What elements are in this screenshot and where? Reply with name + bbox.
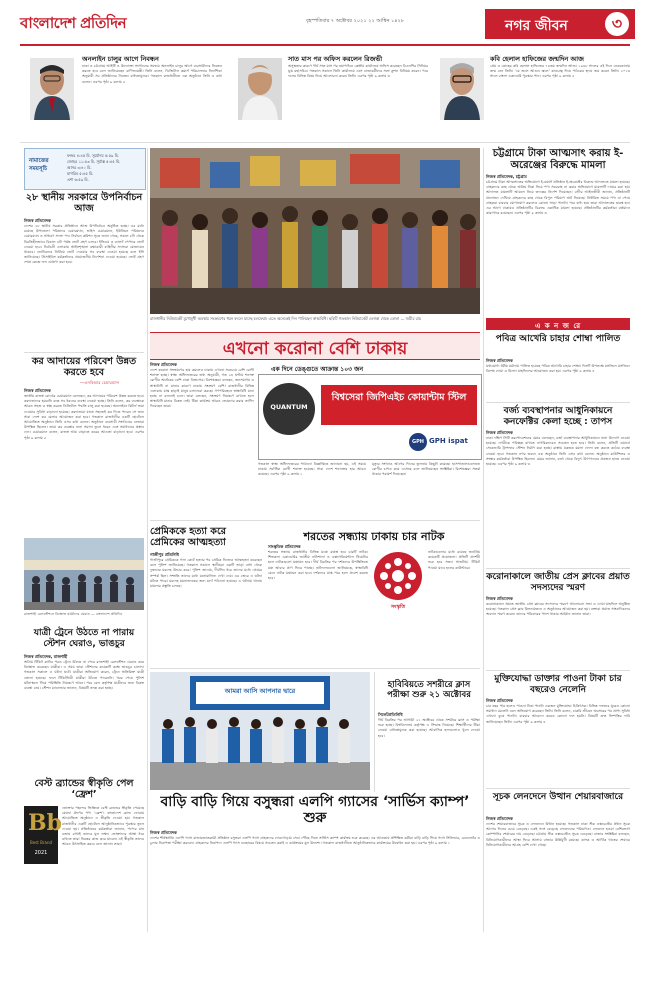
gph-name: GPH ispat bbox=[429, 437, 468, 445]
train-headline: যাত্রী ট্রেনে উঠতে না পারায় স্টেশন ঘেরাও, ভাঙচুর bbox=[33, 628, 135, 649]
share-body: দেশের শেয়ারবাজারে সূচক ও লেনদেনে উত্থান হয়েছে। গতকাল ঢাকা স্টক এক্সচেঞ্জের প্রধান সূচক আগের দিনের চেয়ে বেড়েছে। একই সঙ্গে বেড়েছে লেনদেনের পরিমাণও। লেনদেন হওয়া বেশিরভাগ কোম্পানির শেয়ারের দাম বেড়েছে। চট্টগ্রাম স্টক এক্সচেঞ্জেও সূচক বেড়েছে। বাজার সংশ্লিষ্টরা বলছেন, বিনিয়োগকারীদের আস্থা ফিরে আসায় বাজার ঊর্ধ্বমুখী রয়েছে। ব্যাংক ও আর্থিক খাতের শেয়ারে বিনিয়োগকারীদের আগ্রহ বেশি দেখা গেছে। bbox=[486, 822, 630, 847]
prayer-heading: নামাজের সময়সূচি bbox=[29, 158, 49, 172]
lover-body: গাজীপুরে প্রেমিককে গলা কেটে হত্যার পর প্রেমিক নিজেও আত্মহত্যা করেছেন বলে পুলিশ জানিয়েছে। গতকাল সকালে স্থানীয়রা একটি ভাড়া বাসা থেকে দুজনের মরদেহ উদ্ধার করে। পুলিশ জানায়, দীর্ঘদিন ধরে তাদের মধ্যে প্রেমের সম্পর্ক ছিল। সম্প্রতি তাদের মধ্যে মনোমালিন্য দেখা দেয়। এর জেরে এ ঘটনা ঘটতে পারে। মরদেহ ময়নাতদন্তের জন্য মর্গে পাঠানো হয়েছে। এ ঘটনায় থানায় মামলার প্রস্তুতি চলছে। bbox=[150, 558, 262, 589]
badge-year: 2021 bbox=[34, 850, 48, 856]
quantum-ad-slogan: বিশ্বসেরা জিপিএইচ কোয়ান্টাম স্টিল bbox=[331, 392, 467, 403]
column-rule bbox=[147, 148, 148, 932]
byline: নিজস্ব প্রতিবেদক bbox=[486, 816, 513, 821]
byline: সিলেটপ্রতিনিধি bbox=[378, 712, 403, 717]
badge-letter: Bb bbox=[28, 810, 62, 836]
byline: গাজীপুর প্রতিনিধি bbox=[150, 552, 179, 557]
divider bbox=[24, 352, 144, 353]
lpg-body: দেশের শীর্ষস্থানীয় এলপি গ্যাস বাজারজাতকারী প্রতিষ্ঠান বসুন্ধরা এলপি গ্যাস গ্রাহকদের দোরগোড়ায় সেবা পৌঁছে দিতে সার্ভিস ক্যাম্প কার্যক্রম শুরু করেছে। এর আওতায় প্রশিক্ষিত কর্মীরা বাড়ি বাড়ি গিয়ে গ্যাস সিলিন্ডার, রেগুলেটর ও চুলার নিরাপত্তা পরীক্ষা করবেন। গ্রাহকদের নিরাপদে এলপি গ্যাস ব্যবহারের বিষয়ে সচেতন করাই এ কার্যক্রমের মূল উদ্দেশ্য। গতকাল রাজধানীতে আনুষ্ঠানিকভাবে কার্যক্রমের উদ্বোধন করা হয়। এরপর পৃষ্ঠা ৯ কলাম ১ bbox=[150, 836, 480, 846]
corona-headline: এখনো করোনা বেশি ঢাকায় bbox=[222, 339, 408, 359]
divider bbox=[486, 670, 630, 671]
prayer-row: জোহর ১১:৫৩ মি. সূর্যাস্ত ৫:৪৫ মি. bbox=[67, 159, 121, 164]
page-number: ৩ bbox=[605, 12, 629, 36]
hajiganj-headline: হাবিবিয়তে সশরীরে ক্লাস পরীক্ষা শুরু ২১ অক্টোবর bbox=[387, 680, 471, 700]
portrait-photo bbox=[30, 58, 74, 120]
corona-body-1: দেশে করোনা সংক্রমণের হার কমলেও ঢাকায় এখনো সবচেয়ে বেশি রোগী শনাক্ত হচ্ছে। স্বাস্থ্য অধিদফতরের তথ্য অনুযায়ী, গত ২৪ ঘণ্টায় শনাক্ত রোগীর অর্ধেকের বেশি ঢাকা বিভাগের। বিশেষজ্ঞরা বলছেন, জনসমাগম ও স্বাস্থ্যবিধি না মানার কারণে ঢাকায় সংক্রমণ বেশি। রাজধানীর বিভিন্ন এলাকায় মাস্ক ছাড়াই মানুষ চলাফেরা করছে। গণপরিবহনে স্বাস্থ্যবিধি মানা হচ্ছে না বললেই চলে। তারা বলছেন, সংক্রমণ নিয়ন্ত্রণে রাখতে হলে স্বাস্থ্যবিধি মানার বিকল্প নেই। টিকা কার্যক্রম আরও জোরদার করার তাগিদ দিয়েছেন তারা। bbox=[150, 368, 254, 409]
share-headline: সূচক লেনদেনে উত্থান শেয়ারবাজারে bbox=[492, 792, 624, 802]
sanskriti-emblem bbox=[372, 550, 424, 614]
byline: নিজস্ব প্রতিবেদক bbox=[150, 830, 177, 835]
byline: নিজস্ব প্রতিবেদক, রাজশাহী bbox=[24, 654, 68, 659]
top-article-3-body: প্রেম ও দ্রোহের কবি হেলাল হাফিজের ৭৪তম জন্মদিন আজ। ১৯৪৮ সালের এই দিনে নেত্রকোনায় জন্ম নেন তিনি। ‘যে জলে আগুন জ্বলে’ কাব্যগ্রন্থ দিয়ে পাঠকের হৃদয় জয় করেন তিনি। ২০১৩ সালে বাংলা একাডেমি পুরস্কার পান। এরপর পৃষ্ঠা ৯ কলাম ৫ bbox=[490, 64, 630, 79]
byline: সাংস্কৃতিক প্রতিবেদক bbox=[268, 544, 301, 549]
top-headline-1: অনলাইন চালুর আগে নিবন্ধন bbox=[82, 55, 159, 63]
market-caption: রাজধানীর নিউমার্কেট মুখোমুখী অবস্থায় সংক্রমণের ধরন বদলে যাচ্ছে চলফেরা। এতে অনেকেই দিন পালিছেন স্বাস্থ্যবিধি। ছবিটি গতকাল নিউমার্কেট এলাকা থেকে তোলা — জয়ীর রায় bbox=[150, 316, 422, 321]
lpg-banner-text: আমরা আসি আপনার দ্বারে bbox=[224, 687, 296, 695]
divider bbox=[486, 568, 630, 569]
divider bbox=[150, 668, 480, 669]
tax-body: জাতীয় রাজস্ব বোর্ডের চেয়ারম্যান বলেছেন, কর আদায়ের পরিবেশ উন্নত করতে হবে। করদাতাদের হয়রানি বন্ধে সব ধরনের ব্যবস্থা নেওয়া হচ্ছে। তিনি বলেন, কর ব্যবস্থাকে আরও সহজ ও স্বচ্ছ করতে ডিজিটাল পদ্ধতি চালু করা হয়েছে। অনলাইনে রিটার্ন জমা দেওয়ার সুবিধা বাড়ানো হয়েছে। করদাতারা যাতে সহজেই কর দিতে পারেন সে জন্য সারা দেশে কর মেলার আয়োজন করা হবে। গতকাল রাজধানীর একটি হোটেলে আয়োজিত অনুষ্ঠানে তিনি এসব কথা বলেন। অনুষ্ঠানে ব্যবসায়ী সংগঠনের নেতারা উপস্থিত ছিলেন। তারা কর ব্যবস্থার নানা সমস্যা তুলে ধরেন এবং সমাধানের প্রস্তাব দেন। চেয়ারম্যান বলেন, রাজস্ব আয় বাড়াতে করের আওতা বাড়ানো হবে। এরপর পৃষ্ঠা ৯ কলাম ৫ bbox=[24, 394, 144, 440]
eorange-body: চট্টগ্রামে টাকা আত্মসাতের অভিযোগে ই-কমার্স প্রতিষ্ঠান ই-অরেঞ্জের বিরুদ্ধে আদালতে মামলা হয়েছে। গ্রাহকদের কাছ থেকে অগ্রিম টাকা নিয়ে পণ্য সরবরাহ না করার অভিযোগে মামলাটি দায়ের করা হয়। আদালত মামলাটি আমলে নিয়ে তদন্তের নির্দেশ দিয়েছেন। বাদীর আইনজীবী জানান, প্রতিষ্ঠানটি প্রলোভন দেখিয়ে গ্রাহকদের কাছ থেকে বিপুল পরিমাণ অর্থ নিয়েছে। নির্ধারিত সময়ে পণ্য না পেয়ে গ্রাহকরা বারবার যোগাযোগ করলেও কোনো সাড়া পাননি। পরে বাধ্য হয়ে তারা আদালতের দ্বারস্থ হন। এর আগে ঢাকায়ও প্রতিষ্ঠানটির বিরুদ্ধে একাধিক মামলা হয়েছে। প্রতিষ্ঠানটির কর্মকর্তারা বর্তমানে কারাগারে রয়েছেন। এরপর পৃষ্ঠা ৯ কলাম ৩ bbox=[486, 180, 630, 216]
train-body: অগ্রিম টিকিট কাটার পরও ট্রেনে উঠতে না পেরে রাজশাহী রেলস্টেশন ঘেরাও করে বিক্ষোভ করেছেন যাত্রীরা। এ সময় তারা স্টেশনের কয়েকটি কক্ষে ভাঙচুর চালান। গতকাল সকালে এ ঘটনা ঘটে। যাত্রীরা অভিযোগ করেন, ট্রেনে অতিরিক্ত যাত্রী তোলা হয়েছে। ফলে টিকিটধারী যাত্রীরা উঠতে পারেননি। খবর পেয়ে পুলিশ ঘটনাস্থলে গিয়ে পরিস্থিতি নিয়ন্ত্রণে আনে। পরে রেল কর্তৃপক্ষ যাত্রীদের জন্য বিকল্প ব্যবস্থা নেয়। স্টেশন ম্যানেজার জানান, বিষয়টি তদন্ত করা হচ্ছে। bbox=[24, 660, 144, 691]
prayer-times bbox=[67, 153, 143, 183]
pobitra-body: যথাযোগ্য ধর্মীয় মর্যাদায় পালিত হয়েছে পবিত্র আখেরি চাহার শোম্বা। দিনটি উপলক্ষে মসজিদে মসজিদে বিশেষ দোয়া ও মিলাদ মাহফিলের আয়োজন করা হয়। এরপর পৃষ্ঠা ৯ কলাম ৪ bbox=[486, 364, 630, 374]
freedom-headline: মুক্তিযোদ্ধা ডাক্তার পাওনা টাকা চার বছরেও নেলেনি bbox=[494, 674, 622, 695]
tax-quote: —এনবিআর চেয়ারম্যান bbox=[80, 380, 120, 385]
market-photo bbox=[150, 148, 480, 314]
issue-date: বৃহস্পতিবার ৭ অক্টোবর ২০২১ ২২ আশ্বিন ১৪২৮ bbox=[305, 18, 405, 24]
masthead bbox=[0, 0, 650, 46]
top-article-1-body: ঢাকা ও চট্টগ্রামে আইটি ও উদ্যোক্তা সংগঠনের সমন্বয়ে অনলাইন চালুর আগে ব্যবসায়ীদের নিবন্ধন করতে হবে বলে জানিয়েছেন বাণিজ্যমন্ত্রী। তিনি বলেন, ডিজিটাল কমার্স পরিচালনার নির্দেশিকা অনুযায়ী সব প্রতিষ্ঠানের নিবন্ধন বাধ্যতামূলক। গতকাল রাজধানীতে এক অনুষ্ঠানে তিনি এ কথা বলেন। এরপর পৃষ্ঠা ৯ কলাম ৫ bbox=[82, 64, 222, 84]
prayer-row: ফজর ৪:৪৫ মি. সূর্যোদয় ৫:৫৯ মি. bbox=[67, 153, 119, 158]
column-rule bbox=[374, 672, 375, 792]
pobitra-headline: পবিত্র আখেরি চাহার শোম্বা পালিত bbox=[495, 334, 621, 344]
kanaj-bar bbox=[486, 318, 630, 330]
prayer-row: এশা ৬:৫৯ মি. bbox=[67, 177, 89, 182]
byline: নিজস্ব প্রতিবেদক bbox=[486, 698, 513, 703]
byline: নিজস্ব প্রতিবেদক bbox=[150, 362, 177, 367]
corona-banner bbox=[150, 332, 480, 360]
byline: নিজস্ব প্রতিবেদক bbox=[24, 388, 51, 393]
corona-body-2: গতকাল স্বাস্থ্য অধিদফতরের পাঠানো বিজ্ঞপ্তিতে জানানো হয়, এই সময়ে ঢাকায় সর্বাধিক রোগী শনাক্ত হয়েছে। সারা দেশে শনাক্তের হার আরও কমেছে। এরপর পৃষ্ঠা ৯ কলাম ১ bbox=[258, 462, 366, 477]
section-title: নগর জীবন bbox=[505, 18, 568, 34]
top-row-divider bbox=[20, 142, 630, 143]
pel-headline: বেস্ট ব্র্যান্ডের স্বীকৃতি পেল ‘ফ্রেশ’ bbox=[34, 778, 134, 800]
quantum-ad bbox=[258, 374, 482, 460]
local-election-headline: ২৮ স্থানীয় সরকারে উপনির্বাচন আজ bbox=[25, 192, 143, 214]
sanskriti-label: সংস্কৃতি bbox=[390, 604, 406, 610]
best-brand-badge bbox=[24, 806, 62, 864]
section-banner bbox=[485, 9, 635, 39]
prayer-box bbox=[24, 148, 146, 190]
tax-headline: কর আদায়ের পরিবেশ উন্নত করতে হবে bbox=[31, 356, 137, 378]
eorange-headline: চট্টগ্রামে টাকা আত্মসাৎ করায় ই-অরেঞ্জের বিরুদ্ধে মামলা bbox=[492, 148, 624, 171]
waste-body: ঢাকা দক্ষিণ সিটি করপোরেশনের মেয়র বলেছেন, বর্জ্য ব্যবস্থাপনার আধুনিকায়নে নানা উদ্যোগ নেওয়া হয়েছে। নগরীকে পরিচ্ছন্ন রাখতে নাগরিকদেরও সচেতন হতে হবে। তিনি বলেন, প্রতিটি ওয়ার্ডে সেকেন্ডারি ট্রান্সফার স্টেশন নির্মাণ করা হচ্ছে। রাস্তায় যত্রতত্র ময়লা ফেলা বন্ধ করতে কঠোর ব্যবস্থা নেওয়া হবে। গতকাল নগর ভবনে এক অনুষ্ঠানে তিনি এসব কথা বলেন। অনুষ্ঠানে কাউন্সিলর ও সংস্থার কর্মকর্তারা উপস্থিত ছিলেন। মেয়র জানান, বর্জ্য থেকে বিদ্যুৎ উৎপাদনের প্রকল্পও হাতে নেওয়া হয়েছে। এরপর পৃষ্ঠা ৯ কলাম ৩ bbox=[486, 436, 630, 467]
rajshahi-photo bbox=[24, 538, 144, 610]
quantum-logo-text: QUANTUM bbox=[270, 403, 308, 411]
column-rule bbox=[483, 148, 484, 932]
byline: নিজস্ব প্রতিবেদক bbox=[486, 430, 513, 435]
portrait-photo bbox=[440, 58, 484, 120]
divider bbox=[150, 520, 480, 521]
dengue-label: এক দিনে ডেঙ্গুতে আক্রান্ত ১০৩ জন bbox=[270, 366, 364, 373]
brand-logo: বাংলাদেশ প্রতিদিন bbox=[20, 14, 127, 32]
drama-headline: শরতের সন্ধ্যায় ঢাকায় চার নাটক bbox=[303, 530, 445, 543]
masthead-rule bbox=[20, 44, 630, 46]
kanaj-label: এ ক ন জ রে bbox=[534, 322, 582, 330]
quantum-ad-band bbox=[321, 385, 477, 425]
gph-ispat-logo bbox=[409, 433, 475, 453]
lover-headline: প্রেমিককে হত্যা করে প্রেমিকের আত্মহত্যা bbox=[150, 526, 226, 548]
pel-body: ভোক্তার পছন্দের ভিত্তিতে বেস্ট ব্র্যান্ডের স্বীকৃতি পেয়েছে মেঘনা গ্রুপের পণ্য ‘ফ্রেশ’। বাংলাদেশ ব্র্যান্ড ফোরাম আয়োজিত অনুষ্ঠানে এ স্বীকৃতি দেওয়া হয়। গতকাল রাজধানীর একটি হোটেলে আনুষ্ঠানিকভাবে পুরস্কার তুলে দেওয়া হয়। প্রতিষ্ঠানের কর্মকর্তারা জানান, পণ্যের মান বজায় রাখাই তাদের মূল লক্ষ্য। ভোক্তাদের আস্থা ধরে রাখতে তারা নিরন্তর কাজ করে যাবেন। এই স্বীকৃতি তাদের আরও উৎসাহিত করবে বলে জানান তারা। bbox=[62, 806, 144, 847]
waste-headline: বর্জ্য ব্যবস্থাপনার আধুনিকায়নে কনফেক্টির কেলা হচ্ছে : তাপস bbox=[503, 406, 613, 427]
hajiganj-body: দীর্ঘ বিরতির পর আগামী ২১ অক্টোবর থেকে সশরীরে ক্লাস ও পরীক্ষা শুরু হচ্ছে। বিশ্ববিদ্যালয় কর্তৃপক্ষ এ সিদ্ধান্ত নিয়েছে। শিক্ষার্থীদের টিকা নেওয়া বাধ্যতামূলক করা হয়েছে। আবাসিক হলগুলোও খুলে দেওয়া হবে। bbox=[378, 718, 480, 738]
prayer-row: মাগরিব ৫:৪৫ মি. bbox=[67, 171, 94, 176]
press-body: করোনাকালে প্রয়াত জাতীয় প্রেস ক্লাবের সদস্যদের স্মরণে আলোচনা সভা ও দোয়া মাহফিল অনুষ্ঠিত হয়েছে। গতকাল প্রেস ক্লাব মিলনায়তনে এ অনুষ্ঠানের আয়োজন করা হয়। বক্তারা প্রয়াত সাংবাদিকদের অবদান স্মরণ করেন। তাদের পরিবারের পাশে থাকার আহ্বান জানান তারা। bbox=[486, 602, 630, 617]
byline: নিজস্ব প্রতিবেদক bbox=[486, 596, 513, 601]
lpg-headline: বাড়ি বাড়ি গিয়ে বসুন্ধরা এলপি গ্যাসের ‘সার্ভিস ক্যাম্প’ শুরু bbox=[160, 794, 470, 826]
portrait-photo bbox=[238, 58, 282, 120]
rajshahi-caption: রাজশাহী রেলস্টেশনে বিক্ষোভ যাত্রীদের ঘেরাও — বাংলাদেশ প্রতিদিন bbox=[24, 612, 123, 616]
prayer-row: আসর ৩:৪০ মি. bbox=[67, 165, 92, 170]
divider bbox=[486, 402, 630, 403]
press-headline: করোনাকালে জাতীয় প্রেস ক্লাবের প্রয়াত সদস্যদের স্মরণ bbox=[486, 572, 630, 593]
quantum-logo bbox=[263, 383, 315, 435]
top-row bbox=[20, 50, 630, 142]
top-headline-2: সাত মাস পর অফিস করলেন রিজভী bbox=[288, 55, 383, 63]
corona-body-3: মৃত্যুর সংখ্যাও আগের দিনের তুলনায় কিছুটা কমেছে। হাসপাতালগুলোতে রোগীর চাপও কমে এসেছে বলে জানিয়েছেন সংশ্লিষ্টরা। বিশেষজ্ঞরা সতর্ক থাকার পরামর্শ দিয়েছেন। bbox=[372, 462, 480, 477]
freedom-body: চার বছর পার হলেও পাওনা টাকা পাননি একজন মুক্তিযোদ্ধা চিকিৎসক। বিভিন্ন দফতরে ঘুরেও কোনো সমাধান মেলেনি বলে অভিযোগ করেছেন তিনি। তিনি বলেন, চাকরি জীবনে অবসরের পর প্রাপ্য সুবিধা এখনো বুঝে পাননি। বারবার আবেদন করেও কোনো ফল হয়নি। বিষয়টি দ্রুত নিষ্পত্তির দাবি জানিয়েছেন তিনি। এরপর পৃষ্ঠা ৯ কলাম ৪ bbox=[486, 704, 630, 724]
gph-icon: GPH bbox=[409, 433, 427, 451]
byline: নিজস্ব প্রতিবেদক bbox=[486, 358, 513, 363]
byline: নিজস্ব প্রতিবেদক bbox=[24, 218, 51, 223]
badge-label: Best Brand bbox=[29, 840, 53, 845]
top-headline-3: কবি হেলাল হাফিজের জন্মদিন আজ bbox=[490, 55, 584, 63]
lpg-photo bbox=[150, 672, 370, 790]
divider bbox=[486, 788, 630, 789]
byline: নিজস্ব প্রতিবেদক, চট্টগ্রাম bbox=[486, 174, 527, 179]
drama-body-1: শরতের সন্ধ্যায় রাজধানীর বিভিন্ন মঞ্চে মঞ্চস্থ হবে চারটি নাটক। শিল্পকলা একাডেমির জাতীয় নাট্যশালা ও এক্সপেরিমেন্টাল থিয়েটার হলে নাটকগুলো মঞ্চায়ন হবে। দীর্ঘ বিরতির পর দর্শকদের উপস্থিতিতে মঞ্চ আবার প্রাণ ফিরে পাচ্ছে। নাট্যদলগুলো জানিয়েছে, স্বাস্থ্যবিধি মেনে নাটক মঞ্চায়ন করা হবে। দর্শকদের মাস্ক পরে হলে প্রবেশ করতে হবে। bbox=[268, 550, 368, 581]
drama-body-2: নাটকগুলোর মধ্যে রয়েছে জনপ্রিয় কয়েকটি প্রযোজনা। প্রতিটি প্রদর্শনী শুরু হবে সন্ধ্যা সাতটায়। টিকিট পাওয়া যাবে হলের কাউন্টারে। bbox=[428, 550, 480, 570]
top-article-2-body: অসুস্থতার কারণে দীর্ঘ সাত মাস পর নয়াপল্টনে কেন্দ্রীয় কার্যালয়ে অফিস করেছেন বিএনপির সিনিয়র যুগ্ম মহাসচিব। গতকাল সকালে তিনি কার্যালয়ে এসে নেতাকর্মীদের সঙ্গে কুশল বিনিময় করেন। পরে দলের বিভিন্ন বিষয় নিয়ে আলোচনা করেন তিনি। এরপর পৃষ্ঠা ৯ কলাম ৩ bbox=[288, 64, 428, 79]
local-election-body: দেশের ২৮ স্থানীয় সরকার প্রতিষ্ঠানে আজ উপনির্বাচন অনুষ্ঠিত হচ্ছে। এর মধ্যে রয়েছে উপজেলা পরিষদের চেয়ারম্যান, ভাইস চেয়ারম্যান, ইউনিয়ন পরিষদের চেয়ারম্যান ও সাধারণ সদস্য পদ। নির্বাচন কমিশন সূত্রে জানা গেছে, সকাল ৮টা থেকে বিরতিহীনভাবে বিকাল ৪টা পর্যন্ত ভোট গ্রহণ চলবে। ইভিএম ও ব্যালট পেপারে ভোট নেওয়া হবে। নির্বাচনী এলাকায় আইনশৃঙ্খলা রক্ষাকারী বাহিনীর সদস্যরা মোতায়েন থাকবে। ভোটারদের নির্বিঘ্নে ভোট দেওয়ার সব ব্যবস্থা নেওয়া হয়েছে বলে ইসি জানিয়েছে। প্রিসাইডিং কর্মকর্তাদের প্রয়োজনীয় নির্দেশনা দেওয়া হয়েছে। ভোট গ্রহণ শেষে কেন্দ্রে ফল ঘোষণা করা হবে। bbox=[24, 224, 144, 265]
